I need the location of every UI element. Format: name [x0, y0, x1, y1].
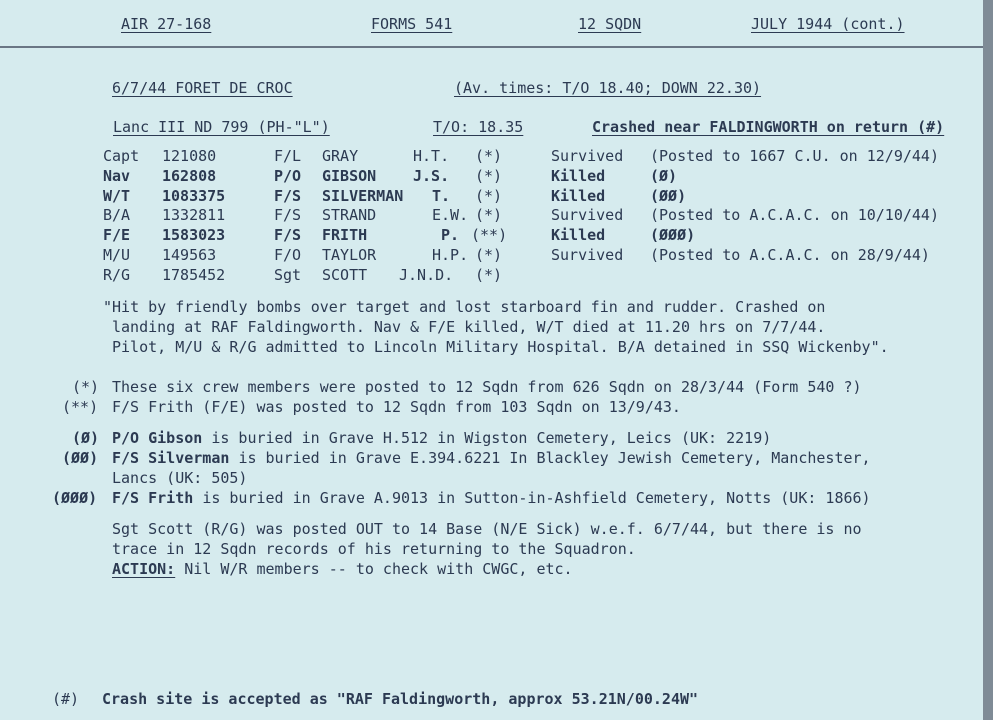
- crew-name: STRAND: [322, 206, 377, 224]
- crew-role: M/U: [103, 246, 131, 264]
- crew-initials: H.T.: [413, 147, 450, 165]
- quote-line: Pilot, M/U & R/G admitted to Lincoln Military Hospital. B/A detained in SSQ Wickenby".: [112, 338, 889, 356]
- aircraft-takeoff: T/O: 18.35: [433, 118, 524, 136]
- crew-note: (Posted to A.C.A.C. on 28/9/44): [650, 246, 930, 264]
- scott-note-line: Sgt Scott (R/G) was posted OUT to 14 Base (N/E Sick) w.e.f. 6/7/44, but there is no: [112, 520, 862, 538]
- crew-mark: (*): [475, 167, 503, 185]
- crew-number: 1083375: [162, 187, 226, 205]
- crew-status: Killed: [551, 167, 606, 185]
- crew-note: (Posted to 1667 C.U. on 12/9/44): [650, 147, 939, 165]
- burial-entry: [112, 448, 871, 468]
- crew-number: 162808: [162, 167, 217, 185]
- footnote-star2-mark: (**): [62, 398, 99, 416]
- crew-status: Survived: [551, 147, 624, 165]
- crew-mark: (*): [475, 187, 503, 205]
- header-squadron: 12 SQDN: [578, 15, 642, 33]
- crew-initials: P.: [441, 226, 460, 244]
- crew-name: TAYLOR: [322, 246, 377, 264]
- crew-mark: (*): [475, 246, 503, 264]
- crew-initials: J.S.: [413, 167, 450, 185]
- crew-mark: (*): [475, 266, 503, 284]
- quote-line: "Hit by friendly bombs over target and lost starboard fin and rudder. Crashed on: [103, 298, 826, 316]
- crew-number: 1332811: [162, 206, 226, 224]
- burial-name: P/O Gibson: [112, 429, 203, 447]
- crew-initials: H.P.: [432, 246, 469, 264]
- crew-role: F/E: [103, 226, 131, 244]
- crew-rank: F/L: [274, 147, 302, 165]
- crew-name: SCOTT: [322, 266, 368, 284]
- crew-note: (ØØ): [650, 187, 687, 205]
- footnote-star2-text: F/S Frith (F/E) was posted to 12 Sqdn from 103 Sqdn on 13/9/43.: [112, 398, 681, 416]
- crew-mark: (**): [471, 226, 508, 244]
- crew-name: SILVERMAN: [322, 187, 404, 205]
- crew-status: Killed: [551, 187, 606, 205]
- sortie-av-times: (Av. times: T/O 18.40; DOWN 22.30): [454, 79, 762, 97]
- crew-role: W/T: [103, 187, 131, 205]
- burial-name: F/S Silverman: [112, 449, 230, 467]
- footnote-star1-mark: (*): [72, 378, 100, 396]
- document-header: [0, 0, 983, 48]
- crew-role: Capt: [103, 147, 140, 165]
- crew-note: (Ø): [650, 167, 678, 185]
- action-label: ACTION:: [112, 560, 176, 578]
- crew-name: GIBSON: [322, 167, 377, 185]
- burial-text: is buried in Grave A.9013 in Sutton-in-Ashfield Cemetery, Notts (UK: 1866): [202, 489, 871, 507]
- burial-text-cont: Lancs (UK: 505): [112, 469, 248, 487]
- crew-note: (ØØØ): [650, 226, 696, 244]
- crew-role: B/A: [103, 206, 131, 224]
- crew-status: Survived: [551, 246, 624, 264]
- crew-initials: E.W.: [432, 206, 469, 224]
- header-ref: AIR 27-168: [121, 15, 212, 33]
- crash-site-note: Crash site is accepted as "RAF Faldingworth, approx 53.21N/00.24W": [102, 690, 699, 708]
- crew-mark: (*): [475, 147, 503, 165]
- header-month: JULY 1944 (cont.): [751, 15, 905, 33]
- crew-rank: F/S: [274, 206, 302, 224]
- crew-name: GRAY: [322, 147, 359, 165]
- crew-number: 1785452: [162, 266, 226, 284]
- crew-name: FRITH: [322, 226, 368, 244]
- page-edge-shadow: [983, 0, 993, 720]
- crew-role: R/G: [103, 266, 131, 284]
- aircraft-fate: Crashed near FALDINGWORTH on return (#): [592, 118, 945, 136]
- header-forms: FORMS 541: [371, 15, 453, 33]
- burial-text: is buried in Grave H.512 in Wigston Cemetery, Leics (UK: 2219): [211, 429, 772, 447]
- crew-rank: Sgt: [274, 266, 302, 284]
- aircraft-type-serial: Lanc III ND 799 (PH-"L"): [113, 118, 330, 136]
- burial-mark: (ØØ): [62, 449, 99, 467]
- scott-note-line: trace in 12 Sqdn records of his returning to the Squadron.: [112, 540, 636, 558]
- crew-rank: F/S: [274, 226, 302, 244]
- crew-note: (Posted to A.C.A.C. on 10/10/44): [650, 206, 939, 224]
- crew-number: 121080: [162, 147, 217, 165]
- burial-entry: [112, 488, 871, 508]
- crew-number: 1583023: [162, 226, 226, 244]
- crew-rank: F/O: [274, 246, 302, 264]
- crew-status: Survived: [551, 206, 624, 224]
- crew-rank: P/O: [274, 167, 302, 185]
- burial-text: is buried in Grave E.394.6221 In Blackley Jewish Cemetery, Manchester,: [238, 449, 871, 467]
- burial-entry: [112, 428, 771, 448]
- crew-mark: (*): [475, 206, 503, 224]
- quote-line: landing at RAF Faldingworth. Nav & F/E killed, W/T died at 11.20 hrs on 7/7/44.: [112, 318, 826, 336]
- burial-mark: (Ø): [72, 429, 100, 447]
- crew-initials: T.: [432, 187, 451, 205]
- crew-rank: F/S: [274, 187, 302, 205]
- sortie-date-target: 6/7/44 FORET DE CROC: [112, 79, 293, 97]
- footnote-star1-text: These six crew members were posted to 12 Sqdn from 626 Sqdn on 28/3/44 (Form 540 ?): [112, 378, 862, 396]
- action-text: Nil W/R members -- to check with CWGC, etc.: [175, 560, 573, 578]
- burial-mark: (ØØØ): [52, 489, 98, 507]
- action-line: [112, 559, 573, 579]
- crash-site-mark: (#): [52, 690, 80, 708]
- crew-status: Killed: [551, 226, 606, 244]
- crew-role: Nav: [103, 167, 131, 185]
- crew-number: 149563: [162, 246, 217, 264]
- crew-initials: J.N.D.: [399, 266, 454, 284]
- burial-name: F/S Frith: [112, 489, 194, 507]
